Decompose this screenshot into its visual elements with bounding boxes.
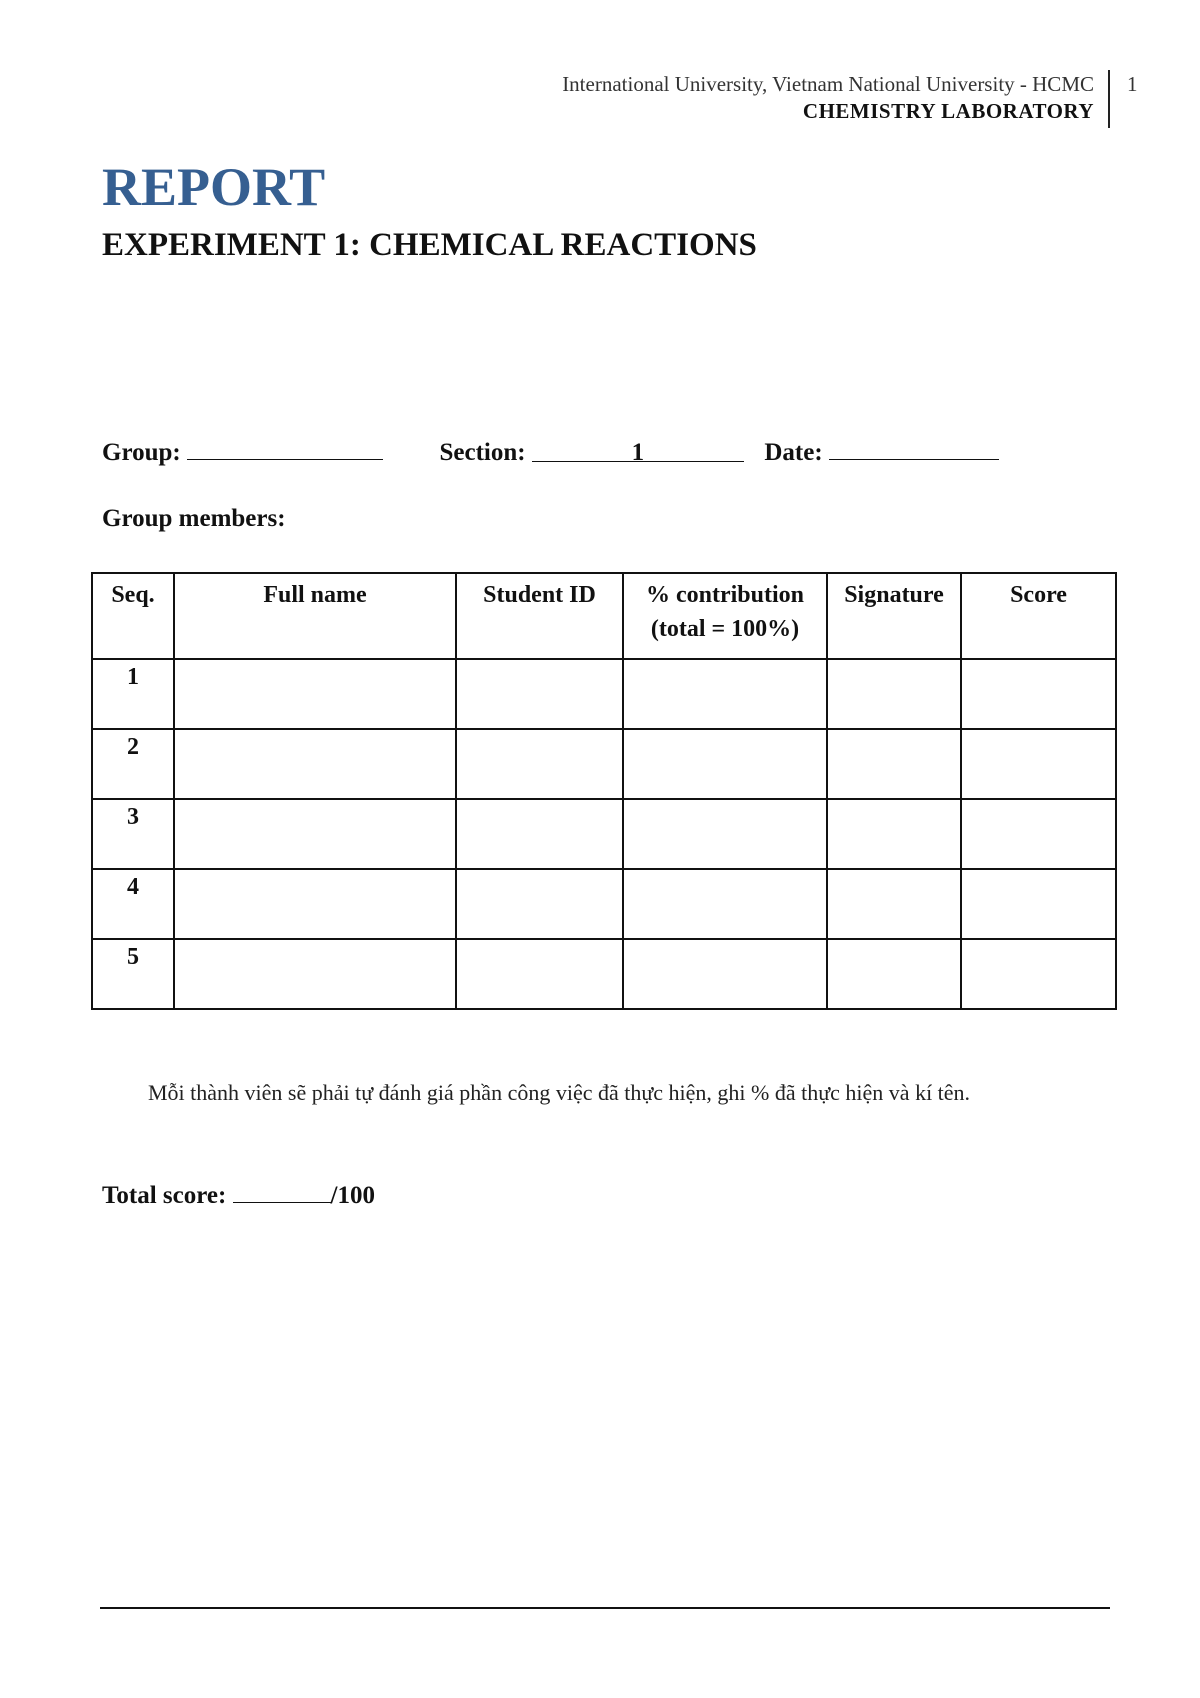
members-table: [91, 572, 1117, 1010]
table-row: [92, 729, 1116, 799]
score-cell[interactable]: [961, 659, 1116, 729]
date-field[interactable]: [829, 435, 999, 460]
header-seq: Seq.: [92, 573, 174, 659]
header-score: Score: [961, 573, 1116, 659]
full-name-cell[interactable]: [174, 799, 456, 869]
table-row: [92, 869, 1116, 939]
full-name-cell[interactable]: [174, 729, 456, 799]
report-title: REPORT: [102, 157, 326, 217]
experiment-title: EXPERIMENT 1: CHEMICAL REACTIONS: [102, 227, 757, 263]
signature-cell[interactable]: [827, 729, 961, 799]
total-score-line: [102, 1178, 375, 1210]
header-contribution-line2: (total = 100%): [650, 616, 800, 642]
row-seq: 1: [92, 659, 174, 729]
row-seq: 5: [92, 939, 174, 1009]
header-full-name: Full name: [174, 573, 456, 659]
full-name-cell[interactable]: [174, 869, 456, 939]
score-cell[interactable]: [961, 869, 1116, 939]
row-seq: 2: [92, 729, 174, 799]
page-number: 1: [1127, 72, 1138, 96]
signature-cell[interactable]: [827, 659, 961, 729]
page-header: [394, 70, 1110, 128]
total-score-field[interactable]: [233, 1178, 331, 1203]
row-seq: 4: [92, 869, 174, 939]
info-line: [102, 435, 999, 469]
table-row: [92, 799, 1116, 869]
contribution-cell[interactable]: [623, 659, 827, 729]
table-row: [92, 659, 1116, 729]
score-cell[interactable]: [961, 729, 1116, 799]
header-signature: Signature: [827, 573, 961, 659]
student-id-cell[interactable]: [456, 729, 623, 799]
signature-cell[interactable]: [827, 939, 961, 1009]
instruction-note: Mỗi thành viên sẽ phải tự đánh giá phần công việc đã thực hiện, ghi % đã thực hiện và kí tên.: [148, 1080, 971, 1105]
student-id-cell[interactable]: [456, 869, 623, 939]
score-cell[interactable]: [961, 799, 1116, 869]
student-id-cell[interactable]: [456, 659, 623, 729]
group-field[interactable]: [187, 435, 383, 460]
contribution-cell[interactable]: [623, 799, 827, 869]
section-field[interactable]: 1: [532, 437, 744, 462]
header-university: International University, Vietnam National University - HCMC: [562, 72, 1094, 96]
full-name-cell[interactable]: [174, 659, 456, 729]
signature-cell[interactable]: [827, 799, 961, 869]
total-score-suffix: /100: [330, 1182, 375, 1209]
full-name-cell[interactable]: [174, 939, 456, 1009]
footer-divider: [100, 1607, 1110, 1609]
total-score-label: Total score:: [102, 1182, 227, 1209]
section-label: Section:: [439, 439, 526, 466]
contribution-cell[interactable]: [623, 939, 827, 1009]
group-label: Group:: [102, 439, 181, 466]
student-id-cell[interactable]: [456, 939, 623, 1009]
row-seq: 3: [92, 799, 174, 869]
date-label: Date:: [764, 439, 823, 466]
contribution-cell[interactable]: [623, 729, 827, 799]
group-members-label: Group members:: [102, 505, 286, 532]
header-student-id: Student ID: [456, 573, 623, 659]
table-header-row: [92, 573, 1116, 659]
student-id-cell[interactable]: [456, 799, 623, 869]
contribution-cell[interactable]: [623, 869, 827, 939]
header-contribution-line1: % contribution: [645, 582, 804, 608]
table-row: [92, 939, 1116, 1009]
header-contribution: [623, 573, 827, 659]
header-lab-name: CHEMISTRY LABORATORY: [802, 99, 1094, 123]
signature-cell[interactable]: [827, 869, 961, 939]
score-cell[interactable]: [961, 939, 1116, 1009]
